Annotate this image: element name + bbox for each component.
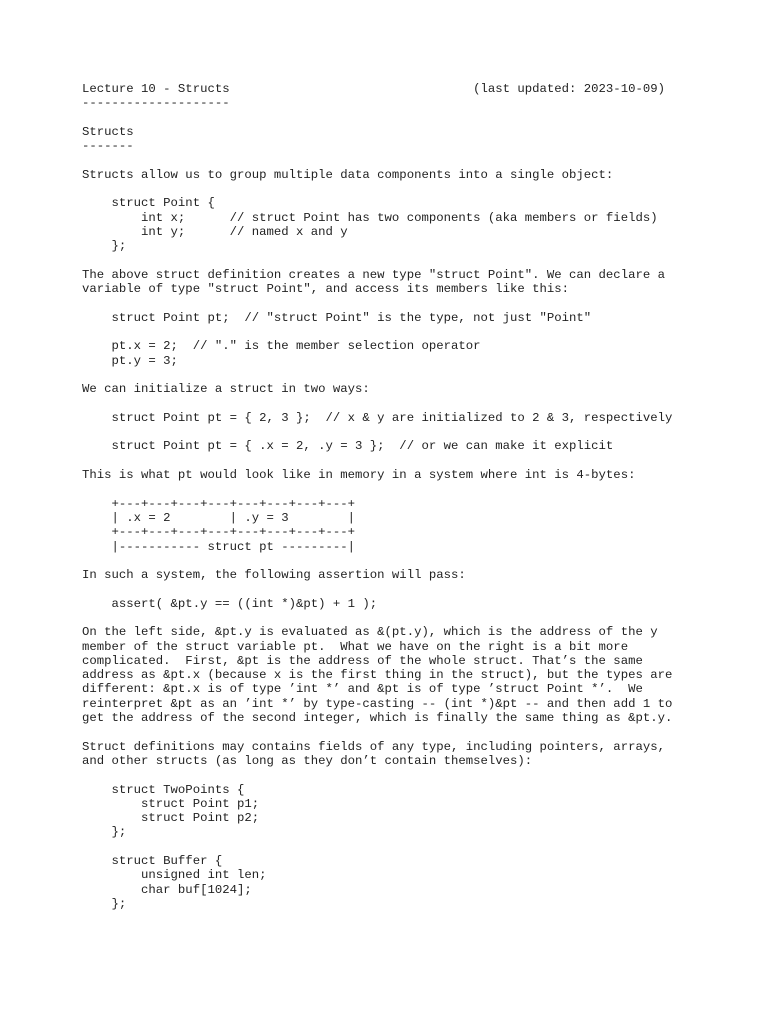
text-line: }; [82, 896, 127, 911]
text-line [82, 611, 672, 625]
text-line: get the address of the second integer, which is finally the same thing as &pt.y. [82, 711, 673, 726]
text-line: address as &pt.x (because x is the first thing in the struct), but the types are [82, 668, 673, 683]
text-line [82, 482, 672, 496]
text-line: struct Point pt = { .x = 2, .y = 3 }; // or we can make it explicit [82, 439, 614, 454]
text-line [82, 425, 672, 439]
text-line [82, 325, 672, 339]
text-line: ------- [82, 139, 134, 154]
text-line [82, 768, 672, 782]
text-line: In such a system, the following assertion will pass: [82, 568, 466, 583]
text-line [82, 725, 672, 739]
text-line [82, 296, 672, 310]
text-line: int y; // named x and y [82, 224, 348, 239]
document-page [82, 82, 672, 911]
text-line: member of the struct variable pt. What we have on the right is a bit more [82, 639, 629, 654]
text-line: struct Point p2; [82, 811, 260, 826]
text-line: }; [82, 239, 127, 254]
text-line [82, 582, 672, 596]
text-line: different: &pt.x is of type ’int *’ and &pt is of type ’struct Point *’. We [82, 682, 643, 697]
text-line [82, 153, 672, 167]
text-line: assert( &pt.y == ((int *)&pt) + 1 ); [82, 596, 378, 611]
text-line [82, 111, 672, 125]
text-line: pt.x = 2; // "." is the member selection operator [82, 339, 481, 354]
text-line: |----------- struct pt ---------| [82, 539, 356, 554]
text-line: and other structs (as long as they don’t contain themselves): [82, 753, 533, 768]
text-line: unsigned int len; [82, 868, 267, 883]
text-line: struct Point p1; [82, 796, 260, 811]
text-line: Structs allow us to group multiple data components into a single object: [82, 167, 614, 182]
text-line: +---+---+---+---+---+---+---+---+ [82, 496, 356, 511]
text-line: Struct definitions may contains fields of any type, including pointers, arrays, [82, 739, 665, 754]
text-line [82, 840, 672, 854]
text-line: | .x = 2 | .y = 3 | [82, 510, 356, 525]
text-line [82, 254, 672, 268]
text-line: The above struct definition creates a new type "struct Point". We can declare a [82, 267, 665, 282]
text-line: char buf[1024]; [82, 882, 252, 897]
text-line: int x; // struct Point has two components (aka members or fields) [82, 210, 658, 225]
text-line: }; [82, 825, 127, 840]
text-line: struct TwoPoints { [82, 782, 245, 797]
text-line: pt.y = 3; [82, 353, 178, 368]
text-line: complicated. First, &pt is the address of the whole struct. That’s the same [82, 653, 643, 668]
text-line [82, 368, 672, 382]
text-line: +---+---+---+---+---+---+---+---+ [82, 525, 356, 540]
text-line: On the left side, &pt.y is evaluated as &(pt.y), which is the address of the y [82, 625, 658, 640]
text-line [82, 454, 672, 468]
text-line: variable of type "struct Point", and access its members like this: [82, 282, 570, 297]
text-line: struct Point pt; // "struct Point" is the type, not just "Point" [82, 310, 592, 325]
text-line: -------------------- [82, 96, 230, 111]
text-line: struct Buffer { [82, 854, 223, 869]
text-line [82, 554, 672, 568]
text-line: We can initialize a struct in two ways: [82, 382, 370, 397]
text-line [82, 397, 672, 411]
text-line: Structs [82, 124, 134, 139]
text-line [82, 182, 672, 196]
text-line: This is what pt would look like in memory in a system where int is 4-bytes: [82, 468, 636, 483]
text-line: struct Point { [82, 196, 215, 211]
text-line: struct Point pt = { 2, 3 }; // x & y are initialized to 2 & 3, respectively [82, 410, 673, 425]
text-line: Lecture 10 - Structs (last updated: 2023-10-09) [82, 82, 665, 96]
text-line: reinterpret &pt as an ’int *’ by type-casting -- (int *)&pt -- and then add 1 to [82, 696, 673, 711]
